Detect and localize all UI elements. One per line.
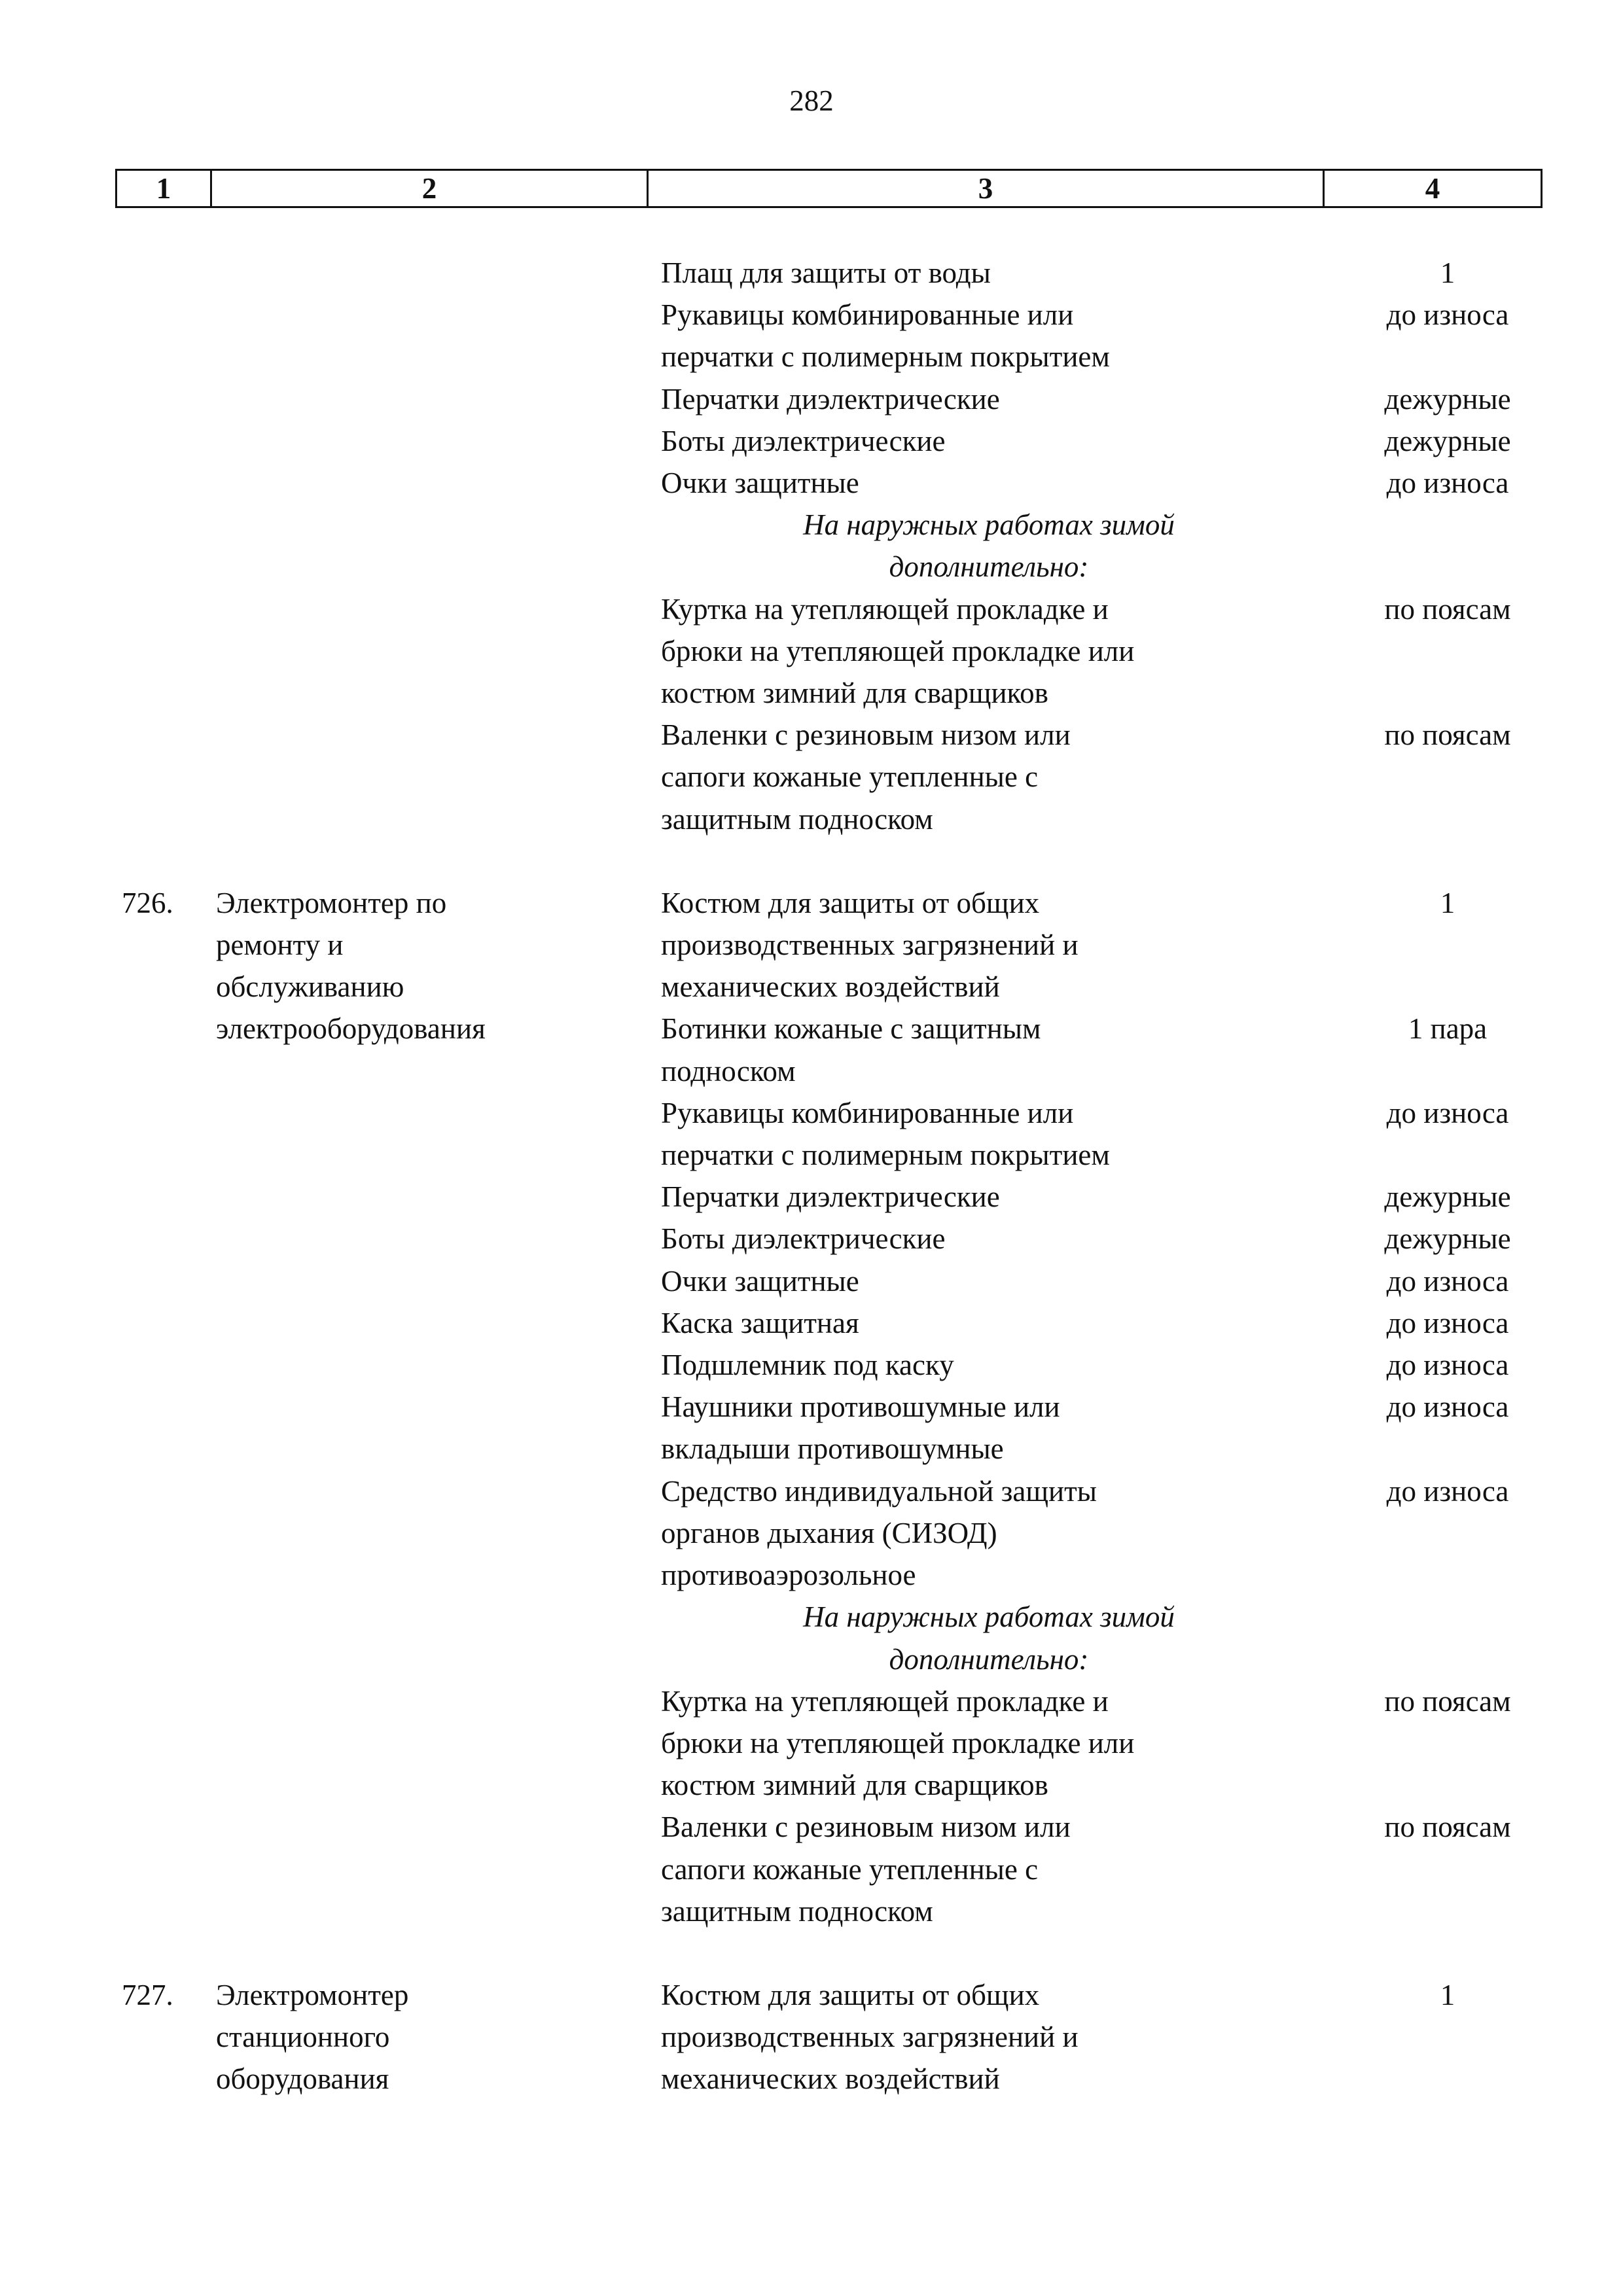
winter-note: На наружных работах зимой дополнительно: [803,1600,1175,1676]
ppe-qty: дежурные [1384,382,1511,415]
ppe-row [661,420,1623,462]
ppe-row [661,1092,1623,1176]
ppe-qty: до износа [1386,467,1509,500]
ppe-qty: до износа [1386,1306,1509,1339]
profession-name [216,252,661,840]
ppe-row [661,462,1623,504]
ppe-row [661,378,1623,420]
ppe-list [661,882,1623,1932]
ppe-qty: 1 пара [1408,1012,1488,1046]
ppe-row [661,588,1623,715]
ppe-row [661,1302,1623,1344]
ppe-name: Подшлемник под каску [661,1349,954,1382]
ppe-row [661,1806,1623,1932]
ppe-name: Перчатки диэлектрические [661,382,1000,415]
spacer [0,840,1623,882]
ppe-name: Очки защитные [661,1264,859,1298]
ppe-name: Боты диэлектрические [661,1222,946,1256]
profession-name: Электромонтер станционного оборудования [216,1978,409,2096]
ppe-row [661,714,1623,840]
ppe-name: Перчатки диэлектрические [661,1180,1000,1214]
ppe-name: Боты диэлектрические [661,424,946,457]
ppe-qty: до износа [1386,1390,1509,1424]
table-body [0,252,1623,2100]
ppe-name: Рукавицы комбинированные или перчатки с полимерным покрытием [661,298,1110,374]
ppe-name: Костюм для защиты от общих производственных загрязнений и механических воздействий [661,1978,1079,2096]
ppe-list [661,1974,1623,2100]
ppe-name: Рукавицы комбинированные или перчатки с полимерным покрытием [661,1096,1110,1172]
ppe-qty: 1 [1440,1978,1455,2011]
spacer [0,1932,1623,1974]
ppe-name: Куртка на утепляющей прокладке и брюки на утепляющей прокладке или костюм зимний для сварщиков [661,1684,1135,1802]
ppe-row [661,882,1623,1008]
header-col-4: 4 [1425,172,1440,205]
winter-note: На наружных работах зимой дополнительно: [803,508,1175,584]
ppe-qty: по поясам [1384,592,1511,626]
ppe-row [661,1008,1623,1091]
ppe-row [661,1344,1623,1386]
ppe-name: Плащ для защиты от воды [661,256,991,289]
ppe-qty: дежурные [1384,424,1511,457]
ppe-qty: 1 [1440,886,1455,919]
ppe-row [661,294,1623,378]
ppe-list [661,252,1623,840]
ppe-qty: 1 [1440,256,1455,289]
entry-727 [0,1974,1623,2100]
ppe-name: Валенки с резиновым низом или сапоги кожаные утепленные с защитным подноском [661,1810,1071,1928]
page-number: 282 [789,84,834,117]
header-col-1: 1 [117,171,212,206]
ppe-row [661,1974,1623,2100]
ppe-qty: до износа [1386,1349,1509,1382]
entry-726 [0,882,1623,1932]
entry-number: 727. [122,1978,173,2011]
ppe-row [661,1218,1623,1260]
ppe-name: Каска защитная [661,1306,859,1339]
entry-number [0,252,216,840]
ppe-qty: до износа [1386,1474,1509,1508]
table-header [115,169,1543,208]
ppe-qty: до износа [1386,298,1509,332]
ppe-qty: дежурные [1384,1222,1511,1256]
ppe-row [661,1680,1623,1807]
ppe-qty: по поясам [1384,1810,1511,1844]
ppe-name: Куртка на утепляющей прокладке и брюки на утепляющей прокладке или костюм зимний для сварщиков [661,592,1135,710]
ppe-qty: до износа [1386,1264,1509,1298]
ppe-qty: дежурные [1384,1180,1511,1214]
ppe-name: Ботинки кожаные с защитным подноском [661,1012,1041,1087]
ppe-qty: по поясам [1384,718,1511,752]
ppe-qty: до износа [1386,1096,1509,1129]
header-col-3: 3 [649,171,1325,206]
ppe-row [661,1386,1623,1470]
ppe-qty: по поясам [1384,1684,1511,1718]
ppe-row [661,1176,1623,1218]
ppe-name: Валенки с резиновым низом или сапоги кожаные утепленные с защитным подноском [661,718,1071,836]
ppe-name: Наушники противошумные или вкладыши противошумные [661,1390,1060,1466]
header-col-2: 2 [212,171,649,206]
ppe-row [661,1260,1623,1302]
ppe-name: Средство индивидуальной защиты органов дыхания (СИЗОД) противоаэрозольное [661,1474,1097,1592]
ppe-row [661,252,1623,294]
continuation-block [0,252,1623,840]
ppe-name: Костюм для защиты от общих производственных загрязнений и механических воздействий [661,886,1079,1004]
ppe-name: Очки защитные [661,467,859,500]
ppe-row [661,1470,1623,1597]
entry-number: 726. [122,886,173,919]
profession-name: Электромонтер по ремонту и обслуживанию электрооборудования [216,886,486,1046]
